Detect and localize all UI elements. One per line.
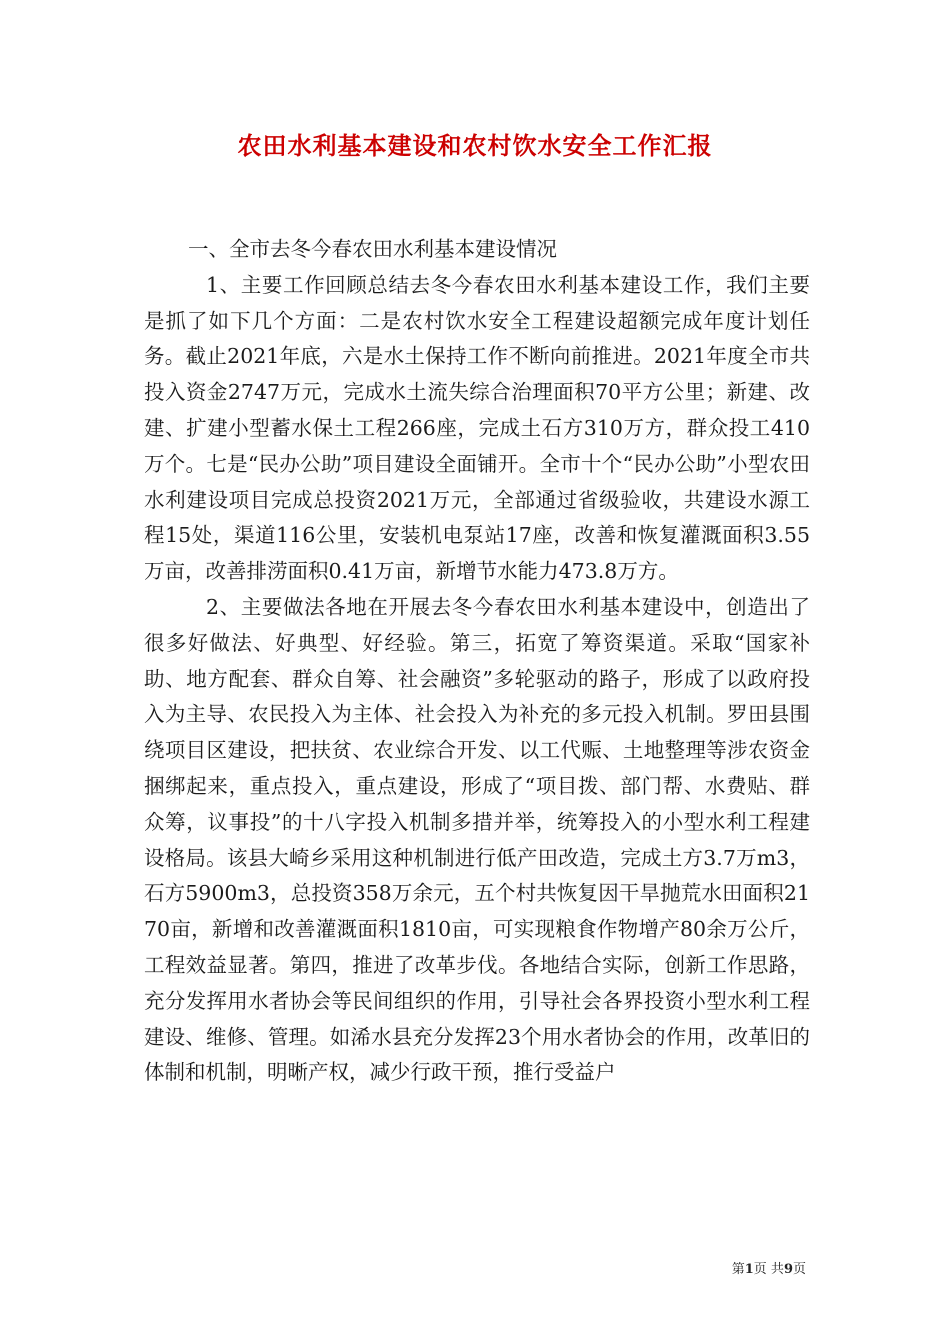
paragraph-1: 1、主要工作回顾总结去冬今春农田水利基本建设工作，我们主要是抓了如下几个方面：二是农村饮水安全工程建设超额完成年度计划任务。截止2021年底，六是水土保持工作不断向前推进。2021年度全市共投入资金2747万元，完成水土流失综合治理面积70平方公里；新建、改建、扩建小型蓄水保土工程266座，完成土石方310万方，群众投工410万个。七是“民办公助”项目建设全面铺开。全市十个“民办公助”小型农田水利建设项目完成总投资2021万元，全部通过省级验收，共建设水源工程15处，渠道116公里，安装机电泵站17座，改善和恢复灌溉面积3.55万亩，改善排涝面积0.41万亩，新增节水能力473.8万方。	[144, 272, 810, 584]
current-page-number: 1	[744, 1262, 754, 1277]
footer-suffix: 页	[792, 1262, 806, 1277]
paragraph-2: 2、主要做法各地在开展去冬今春农田水利基本建设中，创造出了很多好做法、好典型、好经验。第三，拓宽了筹资渠道。采取“国家补助、地方配套、群众自筹、社会融资”多轮驱动的路子，形成了以政府投入为主导、农民投入为主体、社会投入为补充的多元投入机制。罗田县围绕项目区建设，把扶贫、农业综合开发、以工代赈、土地整理等涉农资金捆绑起来，重点投入，重点建设，形成了“项目拨、部门帮、水费贴、群众筹，议事投”的十八字投入机制多措并举，统筹投入的小型水利工程建设格局。该县大崎乡采用这种机制进行低产田改造，完成土方3.7万m3，石方5900m3，总投资358万余元，五个村共恢复因干旱抛荒水田面积2170亩，新增和改善灌溉面积1810亩，可实现粮食作物增产80余万公斤，工程效益显著。第四，推进了改革步伐。各地结合实际，创新工作思路，充分发挥用水者协会等民间组织的作用，引导社会各界投资小型水利工程建设、维修、管理。如浠水县充分发挥23个用水者协会的作用，改革旧的体制和机制，明晰产权，减少行政干预，推行受益户	[144, 594, 810, 1085]
document-body	[144, 232, 810, 1091]
document-title: 农田水利基本建设和农村饮水安全工作汇报	[237, 132, 713, 160]
total-pages-number: 9	[783, 1262, 793, 1277]
footer-prefix: 第	[731, 1262, 745, 1277]
footer-middle: 页 共	[753, 1262, 784, 1277]
section-heading: 一、全市去冬今春农田水利基本建设情况	[188, 237, 557, 261]
page-footer	[640, 1260, 806, 1280]
